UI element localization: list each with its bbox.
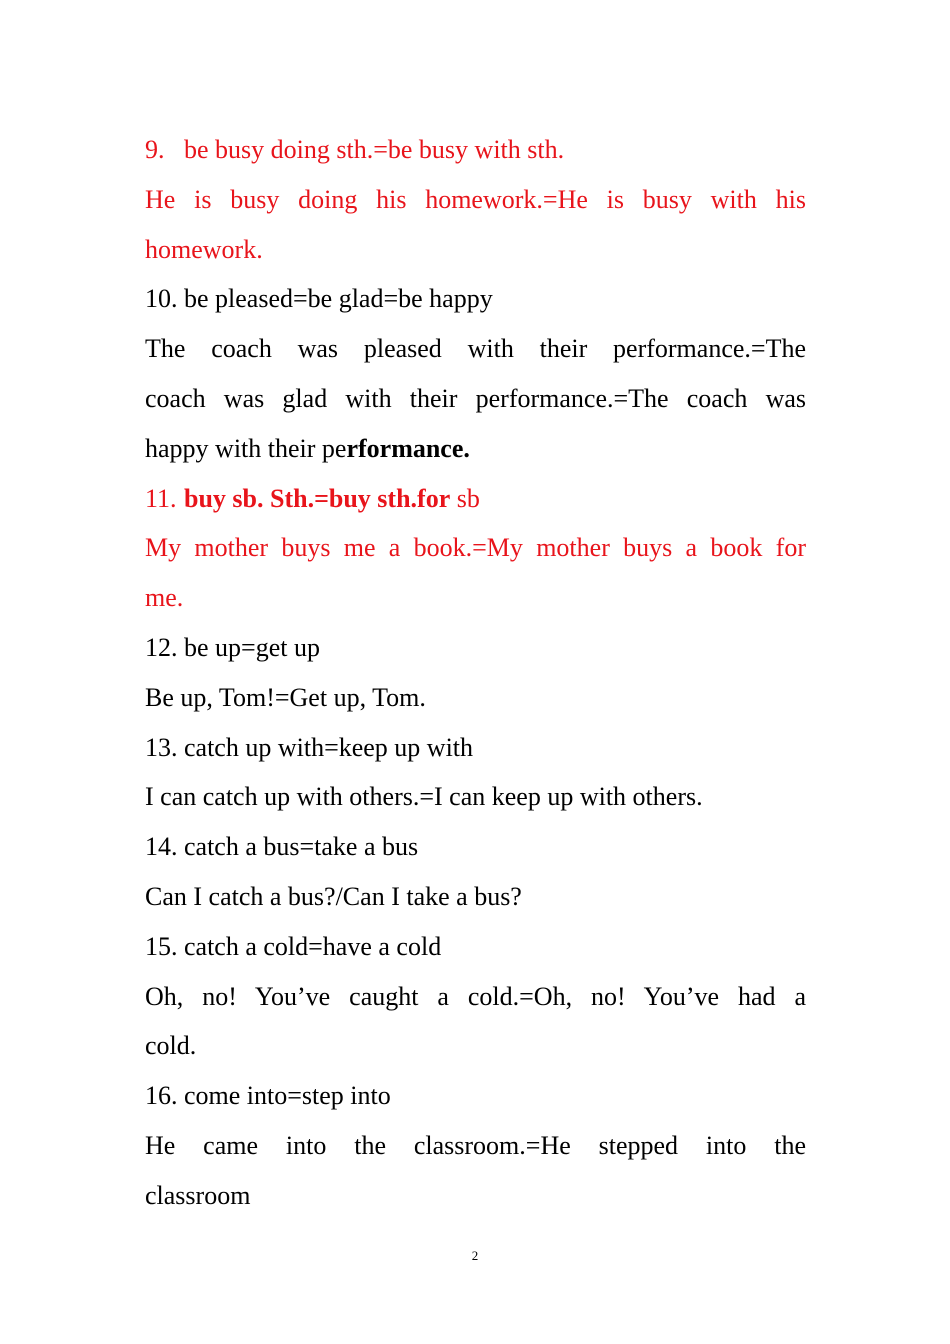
item-16-heading <box>145 1071 806 1121</box>
item-11-example-line-1: My mother buys me a book.=My mother buys a book for <box>145 533 806 563</box>
item-11-heading <box>145 474 806 524</box>
phrase: be up=get up <box>184 632 320 662</box>
item-16-example-line-2: classroom <box>145 1180 251 1210</box>
phrase: come into=step into <box>184 1081 391 1111</box>
item-10-example-line-3 <box>145 424 806 474</box>
item-number: 16. <box>145 1081 178 1111</box>
phrase: be pleased=be glad=be happy <box>184 284 493 314</box>
item-16-example-line-1: He came into the classroom.=He stepped into the <box>145 1130 806 1160</box>
phrase-bold: buy sb. Sth.=buy sth.for <box>184 483 451 513</box>
item-number: 11. <box>145 483 177 513</box>
item-number: 14. <box>145 832 178 862</box>
page-number: 2 <box>471 1248 479 1263</box>
item-number: 10. <box>145 284 178 314</box>
item-13-heading <box>145 723 806 773</box>
item-13-example: I can catch up with others.=I can keep up with others. <box>145 782 703 812</box>
item-number: 15. <box>145 931 178 961</box>
item-15-heading <box>145 922 806 972</box>
item-10-example-line-1: The coach was pleased with their performance.=The <box>145 334 806 364</box>
phrase: catch a cold=have a cold <box>184 931 442 961</box>
item-12-example: Be up, Tom!=Get up, Tom. <box>145 682 426 712</box>
item-number: 13. <box>145 732 178 762</box>
item-11-example-line-2: me. <box>145 583 184 613</box>
item-9-example-line-2: homework. <box>145 234 263 264</box>
item-14-example: Can I catch a bus?/Can I take a bus? <box>145 881 522 911</box>
item-15-example-line-1: Oh, no! You’ve caught a cold.=Oh, no! You’ve had a <box>145 981 806 1011</box>
item-12-heading <box>145 623 806 673</box>
phrase: catch up with=keep up with <box>184 732 474 762</box>
item-9-example-line-1: He is busy doing his homework.=He is busy with his <box>145 184 806 214</box>
phrase: catch a bus=take a bus <box>184 832 419 862</box>
phrase: be busy doing sth.=be busy with sth. <box>184 135 565 164</box>
document-body <box>145 125 806 1221</box>
item-9-heading <box>145 125 806 175</box>
text-regular: happy with their pe <box>145 433 347 463</box>
item-number: 9. <box>145 135 165 164</box>
text-bold: rformance. <box>346 433 470 463</box>
phrase-tail: sb <box>450 483 480 513</box>
item-number: 12. <box>145 632 178 662</box>
item-14-heading <box>145 822 806 872</box>
item-10-example-line-2: coach was glad with their performance.=The coach was <box>145 383 806 413</box>
item-15-example-line-2: cold. <box>145 1031 197 1061</box>
item-10-heading <box>145 274 806 324</box>
